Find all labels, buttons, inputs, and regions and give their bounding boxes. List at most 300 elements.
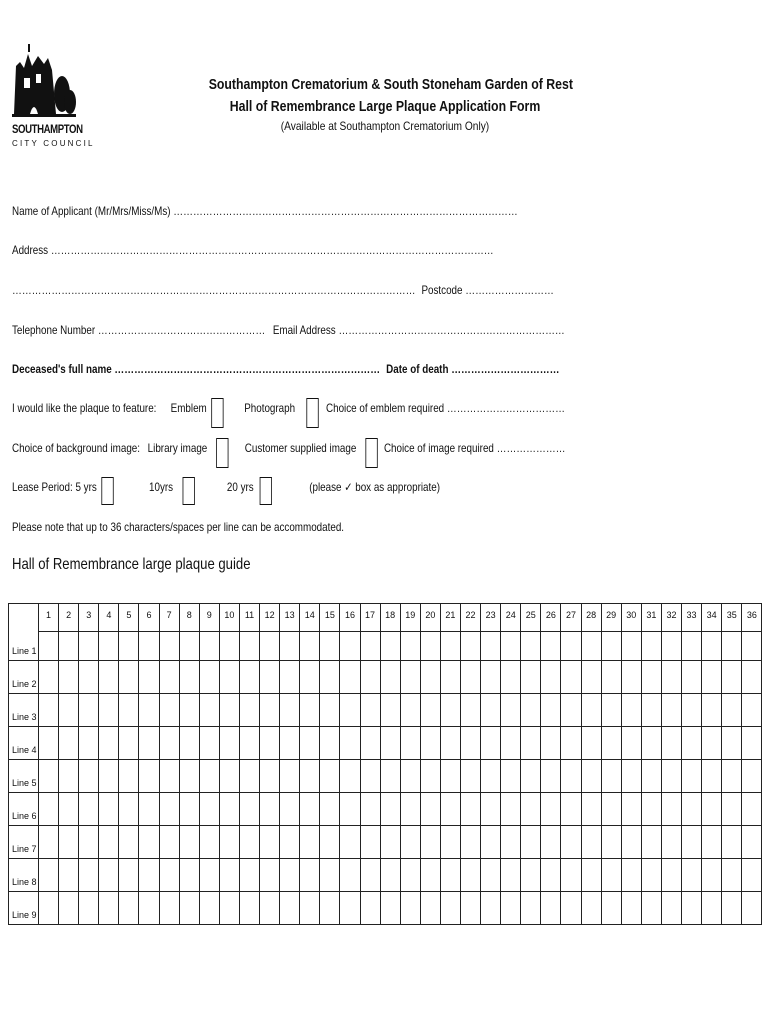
grid-cell[interactable] bbox=[300, 632, 320, 661]
grid-cell[interactable] bbox=[159, 892, 179, 925]
grid-cell[interactable] bbox=[621, 760, 641, 793]
grid-cell[interactable] bbox=[99, 632, 119, 661]
grid-cell[interactable] bbox=[501, 793, 521, 826]
grid-cell[interactable] bbox=[260, 859, 280, 892]
grid-cell[interactable] bbox=[481, 694, 501, 727]
grid-cell[interactable] bbox=[280, 661, 300, 694]
grid-cell[interactable] bbox=[702, 793, 722, 826]
grid-cell[interactable] bbox=[99, 859, 119, 892]
grid-cell[interactable] bbox=[239, 826, 259, 859]
grid-cell[interactable] bbox=[501, 632, 521, 661]
grid-cell[interactable] bbox=[239, 859, 259, 892]
grid-cell[interactable] bbox=[541, 892, 561, 925]
grid-cell[interactable] bbox=[420, 760, 440, 793]
grid-cell[interactable] bbox=[521, 661, 541, 694]
grid-cell[interactable] bbox=[159, 632, 179, 661]
grid-cell[interactable] bbox=[601, 727, 621, 760]
grid-cell[interactable] bbox=[59, 793, 79, 826]
grid-cell[interactable] bbox=[641, 826, 661, 859]
grid-cell[interactable] bbox=[340, 694, 360, 727]
grid-cell[interactable] bbox=[742, 760, 762, 793]
grid-cell[interactable] bbox=[521, 694, 541, 727]
grid-cell[interactable] bbox=[39, 892, 59, 925]
grid-cell[interactable] bbox=[260, 826, 280, 859]
grid-cell[interactable] bbox=[219, 826, 239, 859]
grid-cell[interactable] bbox=[682, 727, 702, 760]
grid-cell[interactable] bbox=[621, 859, 641, 892]
date-of-death-field[interactable]: Date of death …………………………… bbox=[386, 361, 560, 376]
grid-cell[interactable] bbox=[159, 727, 179, 760]
grid-cell[interactable] bbox=[59, 859, 79, 892]
grid-cell[interactable] bbox=[742, 793, 762, 826]
grid-cell[interactable] bbox=[460, 727, 480, 760]
grid-cell[interactable] bbox=[139, 694, 159, 727]
grid-cell[interactable] bbox=[682, 859, 702, 892]
grid-cell[interactable] bbox=[139, 760, 159, 793]
grid-cell[interactable] bbox=[159, 760, 179, 793]
grid-cell[interactable] bbox=[340, 632, 360, 661]
grid-cell[interactable] bbox=[420, 859, 440, 892]
grid-cell[interactable] bbox=[119, 661, 139, 694]
grid-cell[interactable] bbox=[601, 859, 621, 892]
grid-cell[interactable] bbox=[400, 859, 420, 892]
grid-cell[interactable] bbox=[420, 727, 440, 760]
grid-cell[interactable] bbox=[179, 760, 199, 793]
grid-cell[interactable] bbox=[159, 859, 179, 892]
grid-cell[interactable] bbox=[702, 727, 722, 760]
grid-cell[interactable] bbox=[561, 661, 581, 694]
address-field[interactable]: Address ……………………………………………………………………………………………………………………… bbox=[12, 242, 494, 257]
grid-cell[interactable] bbox=[722, 892, 742, 925]
grid-cell[interactable] bbox=[561, 859, 581, 892]
grid-cell[interactable] bbox=[661, 859, 681, 892]
grid-cell[interactable] bbox=[159, 826, 179, 859]
lease-20-checkbox[interactable] bbox=[260, 477, 272, 505]
grid-cell[interactable] bbox=[39, 727, 59, 760]
grid-cell[interactable] bbox=[59, 826, 79, 859]
grid-cell[interactable] bbox=[119, 760, 139, 793]
grid-cell[interactable] bbox=[742, 632, 762, 661]
grid-cell[interactable] bbox=[280, 727, 300, 760]
grid-cell[interactable] bbox=[300, 727, 320, 760]
grid-cell[interactable] bbox=[481, 760, 501, 793]
grid-cell[interactable] bbox=[621, 826, 641, 859]
grid-cell[interactable] bbox=[280, 760, 300, 793]
grid-cell[interactable] bbox=[280, 859, 300, 892]
grid-cell[interactable] bbox=[601, 694, 621, 727]
grid-cell[interactable] bbox=[280, 632, 300, 661]
grid-cell[interactable] bbox=[280, 694, 300, 727]
grid-cell[interactable] bbox=[239, 793, 259, 826]
grid-cell[interactable] bbox=[219, 727, 239, 760]
grid-cell[interactable] bbox=[501, 760, 521, 793]
grid-cell[interactable] bbox=[199, 661, 219, 694]
grid-cell[interactable] bbox=[541, 859, 561, 892]
grid-cell[interactable] bbox=[99, 661, 119, 694]
grid-cell[interactable] bbox=[521, 632, 541, 661]
grid-cell[interactable] bbox=[661, 632, 681, 661]
grid-cell[interactable] bbox=[300, 694, 320, 727]
applicant-name-field[interactable]: Name of Applicant (Mr/Mrs/Miss/Ms) …………………………………………………………………………………………… bbox=[12, 203, 518, 218]
grid-cell[interactable] bbox=[440, 826, 460, 859]
address-line2-field[interactable]: …………………………………………………………………………………………………………… bbox=[12, 282, 416, 297]
grid-cell[interactable] bbox=[521, 859, 541, 892]
grid-cell[interactable] bbox=[300, 826, 320, 859]
grid-cell[interactable] bbox=[541, 826, 561, 859]
grid-cell[interactable] bbox=[742, 727, 762, 760]
email-field[interactable]: Email Address …………………………………………………………… bbox=[272, 322, 565, 337]
grid-cell[interactable] bbox=[601, 793, 621, 826]
grid-cell[interactable] bbox=[79, 793, 99, 826]
grid-cell[interactable] bbox=[380, 859, 400, 892]
library-image-checkbox[interactable] bbox=[217, 438, 229, 468]
grid-cell[interactable] bbox=[460, 632, 480, 661]
grid-cell[interactable] bbox=[320, 892, 340, 925]
grid-cell[interactable] bbox=[661, 892, 681, 925]
emblem-choice-field[interactable]: Choice of emblem required ……………………………… bbox=[325, 400, 565, 415]
grid-cell[interactable] bbox=[460, 859, 480, 892]
grid-cell[interactable] bbox=[79, 859, 99, 892]
grid-cell[interactable] bbox=[581, 892, 601, 925]
grid-cell[interactable] bbox=[139, 727, 159, 760]
grid-cell[interactable] bbox=[320, 727, 340, 760]
grid-cell[interactable] bbox=[99, 793, 119, 826]
grid-cell[interactable] bbox=[199, 859, 219, 892]
grid-cell[interactable] bbox=[139, 793, 159, 826]
grid-cell[interactable] bbox=[119, 727, 139, 760]
grid-cell[interactable] bbox=[340, 793, 360, 826]
grid-cell[interactable] bbox=[79, 760, 99, 793]
grid-cell[interactable] bbox=[300, 760, 320, 793]
grid-cell[interactable] bbox=[199, 826, 219, 859]
grid-cell[interactable] bbox=[420, 694, 440, 727]
grid-cell[interactable] bbox=[742, 661, 762, 694]
grid-cell[interactable] bbox=[460, 892, 480, 925]
grid-cell[interactable] bbox=[119, 826, 139, 859]
grid-cell[interactable] bbox=[360, 859, 380, 892]
grid-cell[interactable] bbox=[561, 892, 581, 925]
grid-cell[interactable] bbox=[239, 632, 259, 661]
grid-cell[interactable] bbox=[722, 727, 742, 760]
grid-cell[interactable] bbox=[501, 661, 521, 694]
grid-cell[interactable] bbox=[59, 892, 79, 925]
grid-cell[interactable] bbox=[260, 892, 280, 925]
grid-cell[interactable] bbox=[300, 661, 320, 694]
grid-cell[interactable] bbox=[59, 661, 79, 694]
grid-cell[interactable] bbox=[501, 826, 521, 859]
grid-cell[interactable] bbox=[360, 694, 380, 727]
grid-cell[interactable] bbox=[400, 793, 420, 826]
grid-cell[interactable] bbox=[380, 892, 400, 925]
grid-cell[interactable] bbox=[440, 632, 460, 661]
deceased-name-field[interactable]: Deceased's full name ……………………………………………………………………… bbox=[12, 361, 381, 376]
grid-cell[interactable] bbox=[440, 727, 460, 760]
grid-cell[interactable] bbox=[380, 661, 400, 694]
grid-cell[interactable] bbox=[501, 727, 521, 760]
grid-cell[interactable] bbox=[360, 760, 380, 793]
grid-cell[interactable] bbox=[59, 760, 79, 793]
grid-cell[interactable] bbox=[79, 661, 99, 694]
grid-cell[interactable] bbox=[119, 694, 139, 727]
grid-cell[interactable] bbox=[59, 727, 79, 760]
grid-cell[interactable] bbox=[641, 793, 661, 826]
grid-cell[interactable] bbox=[360, 793, 380, 826]
grid-cell[interactable] bbox=[260, 760, 280, 793]
grid-cell[interactable] bbox=[139, 859, 159, 892]
grid-cell[interactable] bbox=[219, 892, 239, 925]
grid-cell[interactable] bbox=[420, 892, 440, 925]
grid-cell[interactable] bbox=[400, 727, 420, 760]
grid-cell[interactable] bbox=[581, 793, 601, 826]
grid-cell[interactable] bbox=[239, 760, 259, 793]
grid-cell[interactable] bbox=[360, 892, 380, 925]
grid-cell[interactable] bbox=[561, 632, 581, 661]
grid-cell[interactable] bbox=[561, 793, 581, 826]
grid-cell[interactable] bbox=[159, 694, 179, 727]
grid-cell[interactable] bbox=[400, 694, 420, 727]
grid-cell[interactable] bbox=[460, 826, 480, 859]
grid-cell[interactable] bbox=[239, 694, 259, 727]
grid-cell[interactable] bbox=[682, 661, 702, 694]
grid-cell[interactable] bbox=[501, 694, 521, 727]
grid-cell[interactable] bbox=[742, 859, 762, 892]
grid-cell[interactable] bbox=[39, 661, 59, 694]
grid-cell[interactable] bbox=[260, 727, 280, 760]
grid-cell[interactable] bbox=[742, 694, 762, 727]
grid-cell[interactable] bbox=[682, 632, 702, 661]
grid-cell[interactable] bbox=[199, 727, 219, 760]
grid-cell[interactable] bbox=[702, 826, 722, 859]
grid-cell[interactable] bbox=[320, 760, 340, 793]
grid-cell[interactable] bbox=[581, 760, 601, 793]
grid-cell[interactable] bbox=[460, 694, 480, 727]
lease-5-checkbox[interactable] bbox=[101, 477, 113, 505]
grid-cell[interactable] bbox=[59, 632, 79, 661]
grid-cell[interactable] bbox=[199, 793, 219, 826]
grid-cell[interactable] bbox=[119, 892, 139, 925]
grid-cell[interactable] bbox=[742, 826, 762, 859]
grid-cell[interactable] bbox=[340, 892, 360, 925]
grid-cell[interactable] bbox=[39, 694, 59, 727]
grid-cell[interactable] bbox=[661, 694, 681, 727]
grid-cell[interactable] bbox=[179, 793, 199, 826]
grid-cell[interactable] bbox=[601, 661, 621, 694]
grid-cell[interactable] bbox=[661, 661, 681, 694]
grid-cell[interactable] bbox=[280, 793, 300, 826]
grid-cell[interactable] bbox=[280, 892, 300, 925]
grid-cell[interactable] bbox=[219, 793, 239, 826]
grid-cell[interactable] bbox=[481, 826, 501, 859]
grid-cell[interactable] bbox=[440, 760, 460, 793]
grid-cell[interactable] bbox=[360, 727, 380, 760]
grid-cell[interactable] bbox=[79, 632, 99, 661]
grid-cell[interactable] bbox=[561, 694, 581, 727]
postcode-field[interactable]: Postcode ……………………… bbox=[421, 282, 554, 297]
grid-cell[interactable] bbox=[39, 632, 59, 661]
grid-cell[interactable] bbox=[219, 859, 239, 892]
grid-cell[interactable] bbox=[340, 760, 360, 793]
grid-cell[interactable] bbox=[742, 892, 762, 925]
grid-cell[interactable] bbox=[440, 892, 460, 925]
grid-cell[interactable] bbox=[481, 793, 501, 826]
grid-cell[interactable] bbox=[159, 793, 179, 826]
grid-cell[interactable] bbox=[219, 694, 239, 727]
grid-cell[interactable] bbox=[380, 632, 400, 661]
grid-cell[interactable] bbox=[280, 826, 300, 859]
grid-cell[interactable] bbox=[501, 892, 521, 925]
grid-cell[interactable] bbox=[400, 661, 420, 694]
grid-cell[interactable] bbox=[39, 793, 59, 826]
grid-cell[interactable] bbox=[59, 694, 79, 727]
grid-cell[interactable] bbox=[702, 760, 722, 793]
grid-cell[interactable] bbox=[219, 760, 239, 793]
grid-cell[interactable] bbox=[601, 760, 621, 793]
grid-cell[interactable] bbox=[99, 892, 119, 925]
grid-cell[interactable] bbox=[521, 760, 541, 793]
grid-cell[interactable] bbox=[661, 760, 681, 793]
grid-cell[interactable] bbox=[702, 661, 722, 694]
grid-cell[interactable] bbox=[39, 859, 59, 892]
grid-cell[interactable] bbox=[199, 892, 219, 925]
grid-cell[interactable] bbox=[179, 727, 199, 760]
grid-cell[interactable] bbox=[320, 694, 340, 727]
grid-cell[interactable] bbox=[621, 892, 641, 925]
emblem-checkbox[interactable] bbox=[211, 398, 223, 428]
grid-cell[interactable] bbox=[541, 632, 561, 661]
grid-cell[interactable] bbox=[139, 661, 159, 694]
grid-cell[interactable] bbox=[239, 727, 259, 760]
grid-cell[interactable] bbox=[179, 826, 199, 859]
grid-cell[interactable] bbox=[641, 892, 661, 925]
grid-cell[interactable] bbox=[621, 632, 641, 661]
grid-cell[interactable] bbox=[179, 661, 199, 694]
grid-cell[interactable] bbox=[219, 661, 239, 694]
grid-cell[interactable] bbox=[661, 727, 681, 760]
grid-cell[interactable] bbox=[722, 632, 742, 661]
grid-cell[interactable] bbox=[440, 793, 460, 826]
grid-cell[interactable] bbox=[260, 632, 280, 661]
grid-cell[interactable] bbox=[219, 632, 239, 661]
grid-cell[interactable] bbox=[561, 727, 581, 760]
grid-cell[interactable] bbox=[79, 826, 99, 859]
grid-cell[interactable] bbox=[420, 826, 440, 859]
grid-cell[interactable] bbox=[199, 694, 219, 727]
grid-cell[interactable] bbox=[440, 661, 460, 694]
grid-cell[interactable] bbox=[79, 727, 99, 760]
grid-cell[interactable] bbox=[641, 727, 661, 760]
grid-cell[interactable] bbox=[682, 892, 702, 925]
grid-cell[interactable] bbox=[581, 661, 601, 694]
grid-cell[interactable] bbox=[621, 793, 641, 826]
grid-cell[interactable] bbox=[139, 632, 159, 661]
grid-cell[interactable] bbox=[601, 892, 621, 925]
grid-cell[interactable] bbox=[601, 632, 621, 661]
grid-cell[interactable] bbox=[360, 632, 380, 661]
grid-cell[interactable] bbox=[99, 727, 119, 760]
grid-cell[interactable] bbox=[501, 859, 521, 892]
grid-cell[interactable] bbox=[360, 661, 380, 694]
grid-cell[interactable] bbox=[541, 793, 561, 826]
grid-cell[interactable] bbox=[481, 727, 501, 760]
grid-cell[interactable] bbox=[561, 760, 581, 793]
grid-cell[interactable] bbox=[722, 760, 742, 793]
grid-cell[interactable] bbox=[199, 632, 219, 661]
grid-cell[interactable] bbox=[239, 892, 259, 925]
grid-cell[interactable] bbox=[260, 694, 280, 727]
image-choice-field[interactable]: Choice of image required ………………… bbox=[383, 440, 566, 455]
grid-cell[interactable] bbox=[420, 632, 440, 661]
grid-cell[interactable] bbox=[682, 793, 702, 826]
grid-cell[interactable] bbox=[581, 826, 601, 859]
lease-10-checkbox[interactable] bbox=[182, 477, 194, 505]
grid-cell[interactable] bbox=[380, 760, 400, 793]
grid-cell[interactable] bbox=[702, 694, 722, 727]
grid-cell[interactable] bbox=[420, 793, 440, 826]
grid-cell[interactable] bbox=[320, 661, 340, 694]
telephone-field[interactable]: Telephone Number …………………………………………… bbox=[12, 322, 266, 337]
grid-cell[interactable] bbox=[722, 793, 742, 826]
grid-cell[interactable] bbox=[561, 826, 581, 859]
grid-cell[interactable] bbox=[521, 892, 541, 925]
grid-cell[interactable] bbox=[722, 859, 742, 892]
grid-cell[interactable] bbox=[440, 694, 460, 727]
grid-cell[interactable] bbox=[380, 793, 400, 826]
grid-cell[interactable] bbox=[702, 859, 722, 892]
grid-cell[interactable] bbox=[541, 727, 561, 760]
grid-cell[interactable] bbox=[119, 859, 139, 892]
grid-cell[interactable] bbox=[300, 793, 320, 826]
grid-cell[interactable] bbox=[420, 661, 440, 694]
grid-cell[interactable] bbox=[541, 694, 561, 727]
grid-cell[interactable] bbox=[400, 760, 420, 793]
grid-cell[interactable] bbox=[159, 661, 179, 694]
grid-cell[interactable] bbox=[521, 793, 541, 826]
grid-cell[interactable] bbox=[99, 826, 119, 859]
grid-cell[interactable] bbox=[179, 859, 199, 892]
grid-cell[interactable] bbox=[621, 661, 641, 694]
grid-cell[interactable] bbox=[661, 793, 681, 826]
grid-cell[interactable] bbox=[400, 826, 420, 859]
grid-cell[interactable] bbox=[641, 694, 661, 727]
grid-cell[interactable] bbox=[199, 760, 219, 793]
grid-cell[interactable] bbox=[601, 826, 621, 859]
grid-cell[interactable] bbox=[682, 826, 702, 859]
grid-cell[interactable] bbox=[400, 892, 420, 925]
grid-cell[interactable] bbox=[179, 694, 199, 727]
grid-cell[interactable] bbox=[641, 859, 661, 892]
grid-cell[interactable] bbox=[39, 760, 59, 793]
grid-cell[interactable] bbox=[300, 859, 320, 892]
grid-cell[interactable] bbox=[621, 694, 641, 727]
grid-cell[interactable] bbox=[139, 892, 159, 925]
grid-cell[interactable] bbox=[400, 632, 420, 661]
grid-cell[interactable] bbox=[541, 661, 561, 694]
grid-cell[interactable] bbox=[581, 859, 601, 892]
grid-cell[interactable] bbox=[119, 632, 139, 661]
grid-cell[interactable] bbox=[380, 826, 400, 859]
grid-cell[interactable] bbox=[641, 661, 661, 694]
grid-cell[interactable] bbox=[682, 760, 702, 793]
grid-cell[interactable] bbox=[139, 826, 159, 859]
grid-cell[interactable] bbox=[320, 632, 340, 661]
grid-cell[interactable] bbox=[340, 661, 360, 694]
photograph-checkbox[interactable] bbox=[306, 398, 318, 428]
grid-cell[interactable] bbox=[481, 859, 501, 892]
grid-cell[interactable] bbox=[99, 760, 119, 793]
grid-cell[interactable] bbox=[79, 694, 99, 727]
grid-cell[interactable] bbox=[239, 661, 259, 694]
grid-cell[interactable] bbox=[460, 793, 480, 826]
